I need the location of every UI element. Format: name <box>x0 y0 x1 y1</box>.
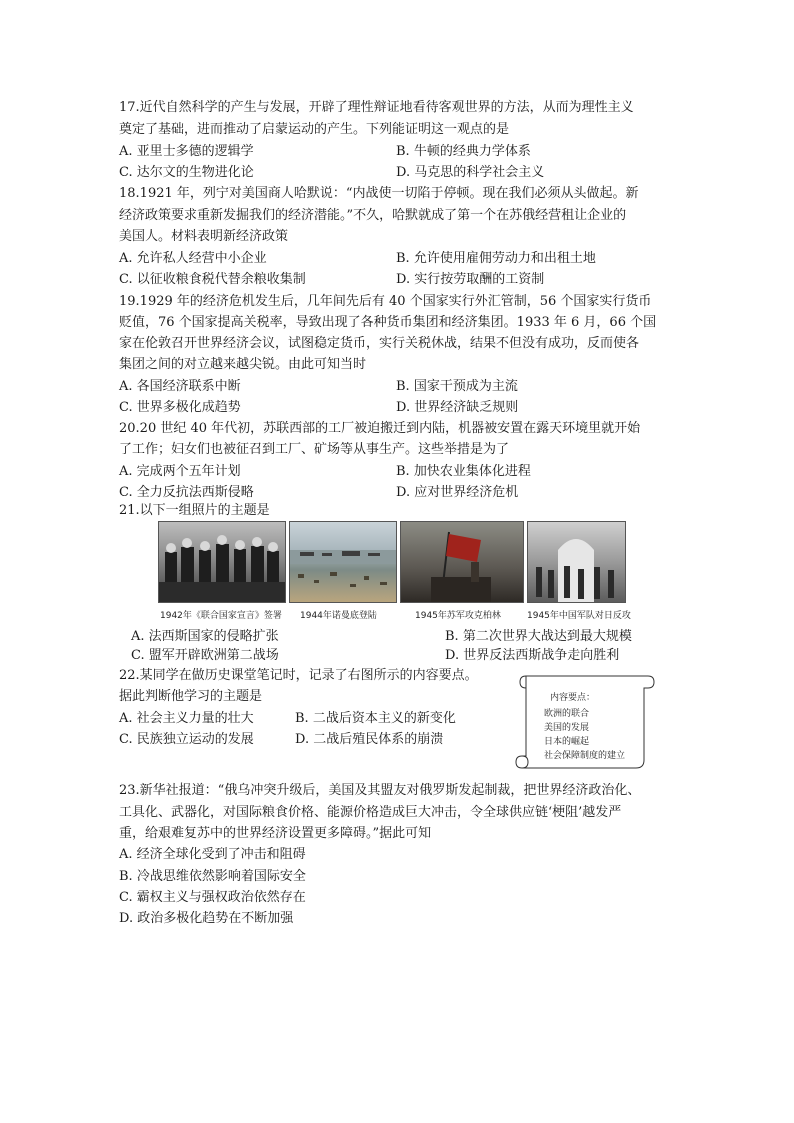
question-22-option-a[interactable]: A. 社会主义力量的壮大 <box>119 711 254 726</box>
question-23-option-b[interactable]: B. 冷战思维依然影响着国际安全 <box>119 869 306 884</box>
notes-item-2: 美国的发展 <box>544 723 590 733</box>
question-23-stem-line2: 工具化、武器化，对国际粮食价格、能源价格造成巨大冲击，令全球供应链‘梗阻’越发严 <box>119 805 622 820</box>
question-22-stem-line2: 据此判断他学习的主题是 <box>119 689 263 704</box>
question-19-stem-line2: 贬值，76 个国家提高关税率，导致出现了各种货币集团和经济集团。1933 年 6 月，66 个国 <box>119 315 657 330</box>
question-17-option-c[interactable]: C. 达尔文的生物进化论 <box>119 165 254 180</box>
question-17-option-d[interactable]: D. 马克思的科学社会主义 <box>396 165 545 180</box>
question-17-option-a[interactable]: A. 亚里士多德的逻辑学 <box>119 144 254 159</box>
question-19-stem-line4: 集团之间的对立越来越尖锐。由此可知当时 <box>119 357 367 372</box>
question-19-option-b[interactable]: B. 国家干预成为主流 <box>396 379 518 394</box>
photo-china-counteroffensive <box>527 521 626 603</box>
question-20-stem-line2: 了工作；妇女们也被征召到工厂、矿场等从事生产。这些举措是为了 <box>119 442 510 457</box>
question-20-option-c[interactable]: C. 全力反抗法西斯侵略 <box>119 485 254 500</box>
question-18-option-c[interactable]: C. 以征收粮食税代替余粮收集制 <box>119 272 306 287</box>
question-19-stem-line3: 家在伦敦召开世界经济会议，试图稳定货币，实行关税休战，结果不但没有成功，反而使各 <box>119 336 640 351</box>
question-23-option-a[interactable]: A. 经济全球化受到了冲击和阻碍 <box>119 847 306 862</box>
question-18-option-b[interactable]: B. 允许使用雇佣劳动力和出租土地 <box>396 251 596 266</box>
question-19-option-d[interactable]: D. 世界经济缺乏规则 <box>396 400 519 415</box>
question-20-option-a[interactable]: A. 完成两个五年计划 <box>119 464 241 479</box>
question-17-stem-line1: 17.近代自然科学的产生与发展，开辟了理性辩证地看待客观世界的方法，从而为理性主义 <box>119 100 634 115</box>
question-19-option-c[interactable]: C. 世界多极化成趋势 <box>119 400 241 415</box>
question-20-stem-line1: 20.20 世纪 40 年代初，苏联西部的工厂被迫搬迁到内陆，机器被安置在露天环境里就开始 <box>119 421 641 436</box>
question-22-option-c[interactable]: C. 民族独立运动的发展 <box>119 732 254 747</box>
photo-caption-1: 1942年《联合国家宣言》签署 <box>160 611 282 621</box>
question-18-option-a[interactable]: A. 允许私人经营中小企业 <box>119 251 267 266</box>
photo-caption-4: 1945年中国军队对日反攻 <box>527 611 631 621</box>
question-23-option-d[interactable]: D. 政治多极化趋势在不断加强 <box>119 911 294 926</box>
notes-item-1: 欧洲的联合 <box>544 709 590 719</box>
question-20-option-d[interactable]: D. 应对世界经济危机 <box>396 485 519 500</box>
question-19-stem-line1: 19.1929 年的经济危机发生后，几年间先后有 40 个国家实行外汇管制，56 个国家实行货币 <box>119 294 652 309</box>
question-22-option-d[interactable]: D. 二战后殖民体系的崩溃 <box>295 732 444 747</box>
question-19-option-a[interactable]: A. 各国经济联系中断 <box>119 379 241 394</box>
photo-normandy-landing <box>289 521 397 603</box>
question-17-stem-line2: 奠定了基础，进而推动了启蒙运动的产生。下列能证明这一观点的是 <box>119 122 510 137</box>
question-20-option-b[interactable]: B. 加快农业集体化进程 <box>396 464 531 479</box>
question-18-stem-line1: 18.1921 年，列宁对美国商人哈默说：“内战使一切陷于停顿。现在我们必须从头做起。新 <box>119 186 639 201</box>
photo-caption-3: 1945年苏军攻克柏林 <box>415 611 501 621</box>
notes-item-3: 日本的崛起 <box>544 737 590 747</box>
question-21-option-a[interactable]: A. 法西斯国家的侵略扩张 <box>131 629 279 644</box>
notes-item-4: 社会保障制度的建立 <box>544 751 626 761</box>
question-18-option-d[interactable]: D. 实行按劳取酬的工资制 <box>396 272 545 287</box>
question-23-option-c[interactable]: C. 霸权主义与强权政治依然存在 <box>119 890 306 905</box>
question-17-option-b[interactable]: B. 牛顿的经典力学体系 <box>396 144 531 159</box>
notes-scroll <box>514 672 656 772</box>
question-21-option-c[interactable]: C. 盟军开辟欧洲第二战场 <box>131 648 279 663</box>
question-21-option-b[interactable]: B. 第二次世界大战达到最大规模 <box>445 629 632 644</box>
photo-un-declaration <box>158 521 286 603</box>
photo-berlin-flag <box>400 521 524 603</box>
question-18-stem-line2: 经济政策要求重新发掘我们的经济潜能。”不久，哈默就成了第一个在苏俄经营租让企业的 <box>119 208 627 223</box>
question-18-stem-line3: 美国人。材料表明新经济政策 <box>119 229 289 244</box>
question-22-option-b[interactable]: B. 二战后资本主义的新变化 <box>295 711 456 726</box>
question-23-stem-line1: 23.新华社报道：“俄乌冲突升级后，美国及其盟友对俄罗斯发起制裁，把世界经济政治化、 <box>119 783 641 798</box>
question-23-stem-line3: 重，给艰难复苏中的世界经济设置更多障碍。”据此可知 <box>119 826 432 841</box>
question-21-stem: 21.以下一组照片的主题是 <box>119 503 270 518</box>
notes-title: 内容要点： <box>550 693 596 703</box>
question-22-stem-line1: 22.某同学在做历史课堂笔记时，记录了右图所示的内容要点。 <box>119 668 478 683</box>
photo-caption-2: 1944年诺曼底登陆 <box>300 611 377 621</box>
question-21-option-d[interactable]: D. 世界反法西斯战争走向胜利 <box>445 648 620 663</box>
